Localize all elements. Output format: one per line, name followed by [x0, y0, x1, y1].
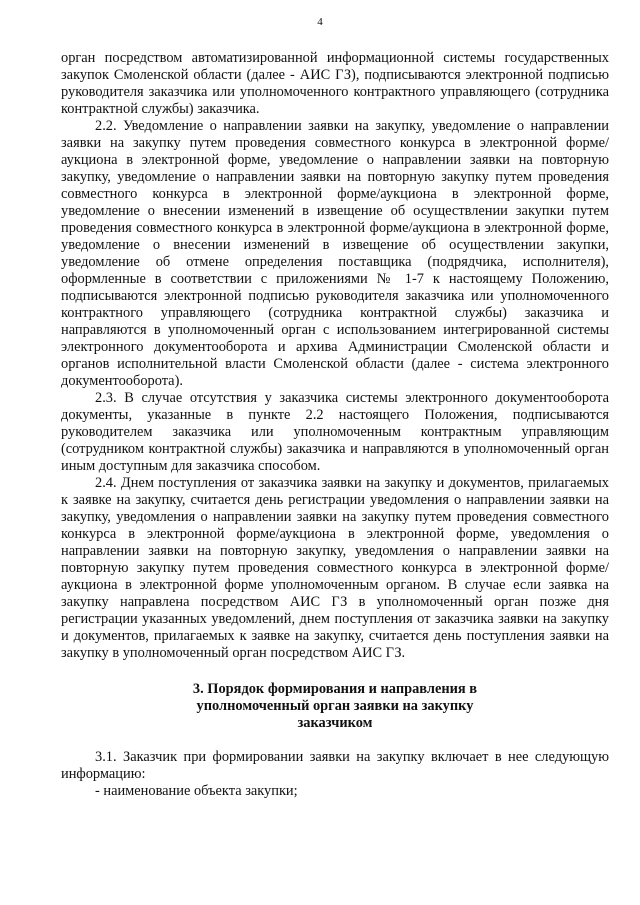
paragraph-continuation: орган посредством автоматизированной информационной системы государственных закупок Смоленской области (далее - АИС ГЗ), подписываются электронной подписью руководителя заказчика или уполномоченного контрактного управляющего (сотрудника контрактной службы) заказчика. [61, 50, 609, 117]
section-3-heading-line-2: уполномоченный орган заявки на закупку [196, 698, 474, 714]
paragraph-3-1: 3.1. Заказчик при формировании заявки на закупку включает в нее следующую информацию: [61, 749, 609, 782]
section-3-heading [61, 681, 609, 732]
page-number: 4 [317, 16, 323, 28]
section-3-heading-line-1: 3. Порядок формирования и направления в [192, 681, 478, 697]
list-item-procurement-name: - наименование объекта закупки; [95, 783, 298, 799]
paragraph-2-2: 2.2. Уведомление о направлении заявки на закупку, уведомление о направлении заявки на закупку путем проведения совместного конкурса в электронной форме/аукциона в электронной форме, уведомление о направлении заявки на повторную закупку, уведомление о направлении заявки на повторную закупку путем проведения совместного конкурса в электронной форме/аукциона в электронной форме, уведомление о внесении изменений в извещение об осуществлении закупки путем проведения совместного конкурса в электронной форме/аукциона в электронной форме, уведомление о внесении изменений в извещение об осуществлении закупки, уведомление об отмене определения поставщика (подрядчика, исполнителя), оформленные в соответствии с приложениями № 1-7 к настоящему Положению, подписываются электронной подписью руководителя заказчика или уполномоченного контрактного управляющего (сотрудника контрактной службы) заказчика и направляются в уполномоченный орган с использованием интегрированной системы электронного документооборота и архива Администрации Смоленской области и органов исполнительной власти Смоленской области (далее - система электронного документооборота). [61, 118, 609, 389]
section-3-heading-line-3: заказчиком [297, 715, 373, 731]
document-body [61, 50, 609, 800]
paragraph-2-3: 2.3. В случае отсутствия у заказчика системы электронного документооборота документы, указанные в пункте 2.2 настоящего Положения, подписываются руководителем заказчика или уполномоченным контрактным управляющим (сотрудником контрактной службы) заказчика и направляются в уполномоченный орган иным доступным для заказчика способом. [61, 390, 609, 474]
paragraph-2-4: 2.4. Днем поступления от заказчика заявки на закупку и документов, прилагаемых к заявке на закупку, считается день регистрации уведомления о направлении заявки на закупку, уведомления о направлении заявки на закупку путем проведения совместного конкурса в электронной форме/аукциона в электронной форме, уведомления о направлении заявки на повторную закупку, уведомления о направлении заявки на повторную закупку путем проведения совместного конкурса в электронной форме/аукциона в электронной форме уполномоченным органом. В случае если заявка на закупку направлена посредством АИС ГЗ в уполномоченный орган позже дня регистрации указанных уведомлений, днем поступления от заказчика заявки на закупку и документов, прилагаемых к заявке на закупку, считается день поступления заявки на закупку в уполномоченный орган посредством АИС ГЗ. [61, 475, 609, 661]
